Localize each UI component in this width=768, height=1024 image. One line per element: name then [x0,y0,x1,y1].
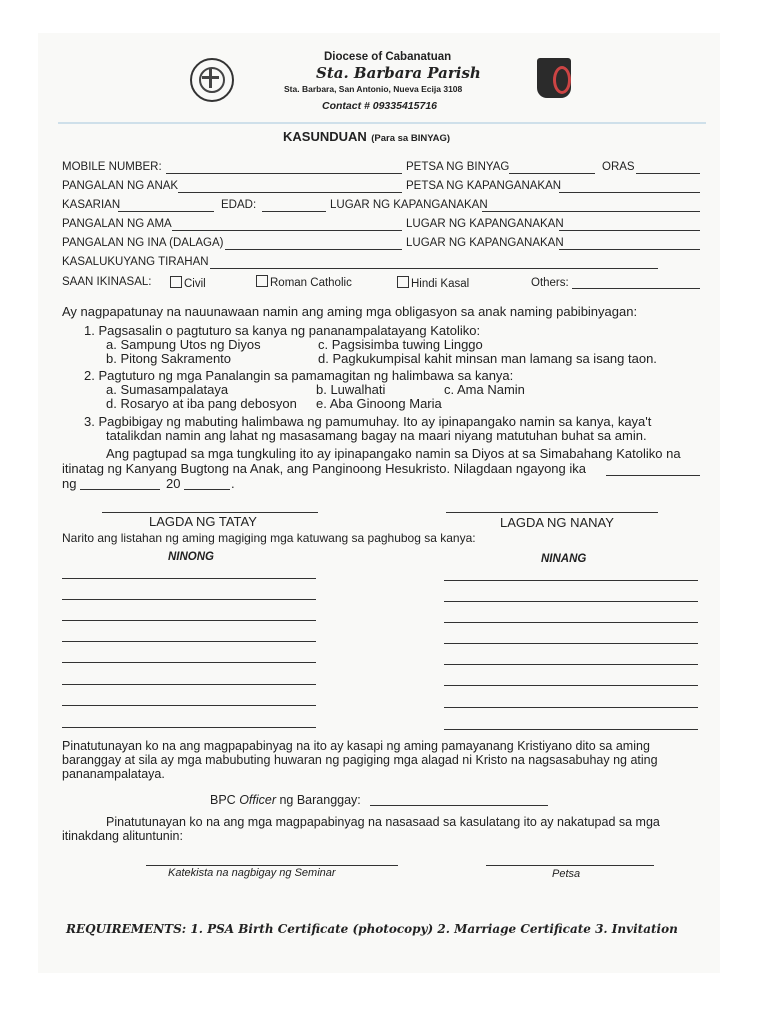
mobile-field[interactable] [166,173,402,174]
tirahan-label: KASALUKUYANG TIRAHAN [62,256,209,268]
ninong-line-4[interactable] [62,641,316,642]
ninang-line-8[interactable] [444,729,698,730]
roman-option[interactable] [256,275,352,289]
form-title [283,128,450,146]
intro-text: Ay nagpapatunay na nauunawaan namin ang aming mga obligasyon sa anak naming pabibinyagan: [62,304,638,319]
oras-label: ORAS [602,161,635,173]
saan-ikinasal-label: SAAN IKINASAL: [62,276,152,288]
pangalan-ama-field[interactable] [172,230,402,231]
petsa-binyag-field[interactable] [509,173,595,174]
others-field[interactable] [572,288,700,289]
pangalan-anak-field[interactable] [178,192,402,193]
lugar-kap1-field[interactable] [482,211,700,212]
ninang-line-1[interactable] [444,580,698,581]
bpc-officer-label [210,793,361,807]
kasarian-field[interactable] [118,211,214,212]
ninang-line-4[interactable] [444,643,698,644]
item2a: a. Sumasampalataya [106,382,229,397]
tatay-label: LAGDA NG TATAY [149,514,257,529]
katekista-label: Katekista na nagbigay ng Seminar [168,867,336,879]
officer-text: Officer [239,793,276,807]
item3-line1: 3. Pagbibigay ng mabuting halimbawa ng pamumuhay. Ito ay ipinapangako namin sa kanya, kaya't [84,414,652,429]
roman-label: Roman Catholic [270,277,352,289]
pledge-line2: itinatag ng Kanyang Bugtong na Anak, ang Panginoong Hesukristo. Nilagdaan ngayong ika [62,461,586,476]
katekista-signature-line[interactable] [146,865,398,866]
item2e: e. Aba Ginoong Maria [316,396,442,411]
parish-address: Sta. Barbara, San Antonio, Nueva Ecija 3108 [284,84,463,94]
tatay-signature-line[interactable] [102,512,318,513]
pledge-day-field[interactable] [606,475,700,476]
bpc-text: BPC [210,793,240,807]
certify1-line2: baranggay at sila ay mga mabubuting huwaran ng pagiging mga alagad ni Kristo na nagsasabuhay ng ating [62,753,658,767]
ninang-heading: NINANG [541,553,587,565]
ninang-line-6[interactable] [444,685,698,686]
petsa-kapanganakan-field[interactable] [559,192,700,193]
certify2-line2: itinakdang alituntunin: [62,829,183,843]
roman-checkbox[interactable] [256,275,268,287]
ninang-line-3[interactable] [444,622,698,623]
bpc-officer-field[interactable] [370,805,548,806]
pledge-line1: Ang pagtupad sa mga tungkuling ito ay ipinapangako namin sa Diyos at sa Simabahang Katoliko na [106,446,681,461]
item1d: d. Pagkukumpisal kahit minsan man lamang sa isang taon. [318,351,657,366]
civil-label: Civil [184,278,206,290]
pangalan-ama-label: PANGALAN NG AMA [62,218,172,230]
form-title-main: KASUNDUAN [283,129,367,144]
parish-seal-icon [537,58,571,98]
mobile-label: MOBILE NUMBER: [62,161,162,173]
edad-field[interactable] [262,211,326,212]
ninong-heading: NINONG [168,551,214,563]
item2b: b. Luwalhati [316,382,386,397]
parish-contact: Contact # 09335415716 [322,100,437,112]
item2c: c. Ama Namin [444,382,525,397]
ng-baranggay-text: ng Baranggay: [276,793,361,807]
form-title-sub: (Para sa BINYAG) [371,133,451,144]
pangalan-anak-label: PANGALAN NG ANAK [62,180,179,192]
hindi-label: Hindi Kasal [411,278,470,290]
pledge-year-field[interactable] [184,489,230,490]
petsa-kapanganakan-label: PETSA NG KAPANGANAKAN [406,180,562,192]
civil-checkbox[interactable] [170,276,182,288]
narito-text: Narito ang listahan ng aming magiging mga katuwang sa paghubog sa kanya: [62,531,476,545]
pangalan-ina-field[interactable] [225,249,402,250]
nanay-label: LAGDA NG NANAY [500,515,614,530]
petsa-signature-line[interactable] [486,865,654,866]
hindi-checkbox[interactable] [397,276,409,288]
pledge-20: 20 [166,476,181,491]
certify1-line1: Pinatutunayan ko na ang magpapabinyag na ito ay kasapi ng aming pamayanang Kristiyano dito sa aming [62,739,650,753]
item1c: c. Pagsisimba tuwing Linggo [318,337,483,352]
others-label: Others: [531,277,569,289]
pledge-month-field[interactable] [80,489,160,490]
nanay-signature-line[interactable] [446,512,658,513]
lugar-kap3-label: LUGAR NG KAPANGANAKAN [406,237,564,249]
civil-option[interactable] [170,276,206,290]
lugar-kap1-label: LUGAR NG KAPANGANAKAN [330,199,488,211]
lugar-kap3-field[interactable] [559,249,700,250]
lugar-kap2-field[interactable] [559,230,700,231]
oras-field[interactable] [636,173,700,174]
diocese-seal-icon [190,58,234,102]
item2: 2. Pagtuturo ng mga Panalangin sa pamamagitan ng halimbawa sa kanya: [84,368,514,383]
ninang-line-2[interactable] [444,601,698,602]
ninong-line-5[interactable] [62,662,316,663]
ninong-line-7[interactable] [62,705,316,706]
pledge-ng: ng [62,476,77,491]
parish-name: Sta. Barbara Parish [316,64,481,82]
ninong-line-3[interactable] [62,620,316,621]
ninang-line-5[interactable] [444,664,698,665]
petsa-binyag-label: PETSA NG BINYAG [406,161,510,173]
item1: 1. Pagsasalin o pagtuturo sa kanya ng pananampalatayang Katoliko: [84,323,481,338]
item1b: b. Pitong Sakramento [106,351,232,366]
tirahan-field[interactable] [210,268,658,269]
certify1-line3: pananampalataya. [62,767,165,781]
ninong-line-6[interactable] [62,684,316,685]
pledge-dot: . [231,476,235,491]
petsa-label: Petsa [552,868,581,880]
hindi-option[interactable] [397,276,469,290]
requirements-text: REQUIREMENTS: 1. PSA Birth Certificate (photocopy) 2. Marriage Certificate 3. Invitation [66,922,678,936]
item1a: a. Sampung Utos ng Diyos [106,337,261,352]
ninong-line-2[interactable] [62,599,316,600]
edad-label: EDAD: [221,199,257,211]
ninong-line-1[interactable] [62,578,316,579]
ninong-line-8[interactable] [62,727,316,728]
header-divider [58,122,706,124]
item2d: d. Rosaryo at iba pang debosyon [106,396,297,411]
item3-line2: tatalikdan namin ang lahat ng masasamang bagay na maari niyang matutuhan buhat sa amin. [106,428,647,443]
pangalan-ina-label: PANGALAN NG INA (DALAGA) [62,237,224,249]
kasarian-label: KASARIAN [62,199,121,211]
certify2-line1: Pinatutunayan ko na ang mga magpapabinyag na nasasaad sa kasulatang ito ay nakatupad sa mga [106,815,660,829]
ninang-line-7[interactable] [444,707,698,708]
lugar-kap2-label: LUGAR NG KAPANGANAKAN [406,218,564,230]
diocese-name: Diocese of Cabanatuan [324,51,452,63]
